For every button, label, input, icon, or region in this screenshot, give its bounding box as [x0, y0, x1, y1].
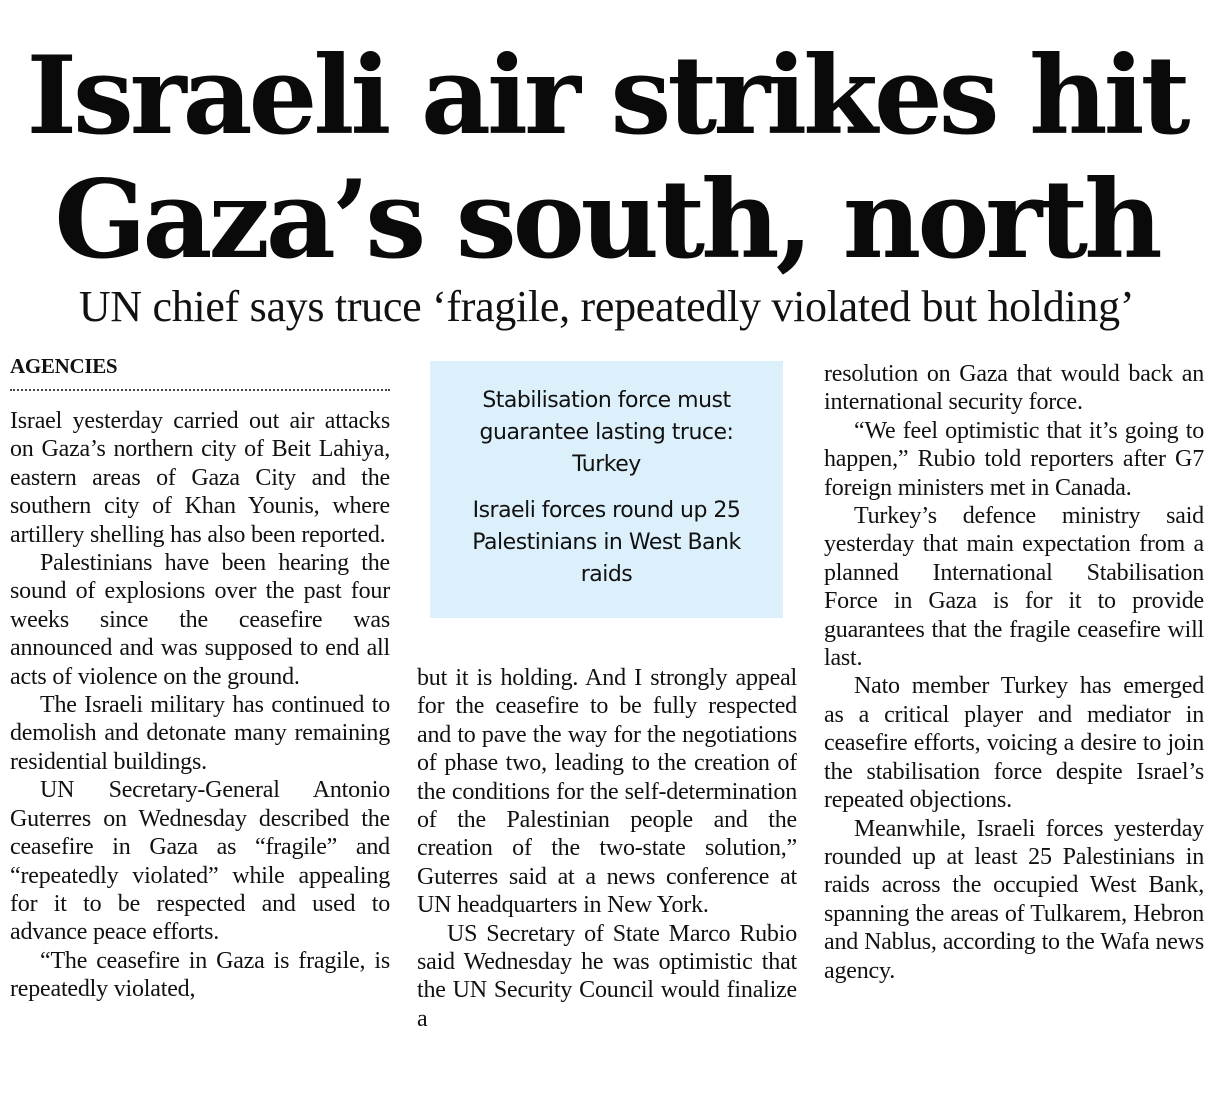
paragraph: Meanwhile, Israeli forces yesterday rounded up at least 25 Palestinians in raids across the occupied West Bank, spanning the areas of Tulkarem, Hebron and Nablus, according to the Wafa news agency. — [824, 815, 1204, 984]
paragraph: The Israeli military has continued to demolish and detonate many remaining residential buildings. — [10, 692, 390, 775]
article-column-2 — [417, 664, 797, 1094]
subheadline: UN chief says truce ‘fragile, repeatedly violated but holding’ — [78, 282, 1135, 331]
paragraph: Palestinians have been hearing the sound of explosions over the past four weeks since the ceasefire was announced and was supposed to end all acts of violence on the ground. — [10, 550, 390, 690]
headline-line-1: Israeli air strikes hit — [26, 33, 1187, 159]
byline-divider — [10, 389, 390, 391]
paragraph: Israel yesterday carried out air attacks on Gaza’s northern city of Beit Lahiya, eastern areas of Gaza City and the southern city of Khan Younis, where artillery shelling has also been reported. — [10, 408, 390, 548]
paragraph: resolution on Gaza that would back an international security force. — [824, 361, 1204, 416]
paragraph: “The ceasefire in Gaza is fragile, is repeatedly violated, — [10, 947, 390, 1003]
paragraph: Nato member Turkey has emerged as a critical player and mediator in ceasefire efforts, voicing a desire to join the stabilisation force despite Israel’s repeated objections. — [824, 673, 1204, 814]
paragraph: Turkey’s defence ministry said yesterday that main expectation from a planned International Stabilisation Force in Gaza is for it to provide guarantees that the fragile ceasefire will last. — [824, 503, 1204, 672]
paragraph: UN Secretary-General Antonio Guterres on Wednesday described the ceasefire in Gaza as “fragile” and “repeatedly violated” while appealing for it to be respected and used to advance peace efforts. — [10, 777, 390, 946]
pullout-item-1: Stabilisation force must guarantee lasting truce: Turkey — [479, 388, 734, 477]
paragraph: but it is holding. And I strongly appeal for the ceasefire to be fully respected and to pave the way for the negotiations of phase two, leading to the creation of the conditions for the self-determination of the Palestinian people and the creation of the two-state solution,” Guterres said at a news conference at UN headquarters in New York. — [417, 665, 797, 919]
paragraph: US Secretary of State Marco Rubio said Wednesday he was optimistic that the UN Security Council would finalize a — [417, 920, 797, 1032]
pullout-item-2: Israeli forces round up 25 Palestinians in West Bank raids — [472, 498, 741, 587]
byline: AGENCIES — [10, 354, 118, 378]
headline-line-2: Gaza’s south, north — [54, 157, 1159, 283]
pullout-box — [430, 361, 783, 618]
paragraph: “We feel optimistic that it’s going to happen,” Rubio told reporters after G7 foreign ministers met in Canada. — [824, 417, 1204, 501]
headline — [0, 34, 1213, 282]
article-column-1 — [10, 407, 390, 1097]
article-column-3 — [824, 360, 1204, 1096]
